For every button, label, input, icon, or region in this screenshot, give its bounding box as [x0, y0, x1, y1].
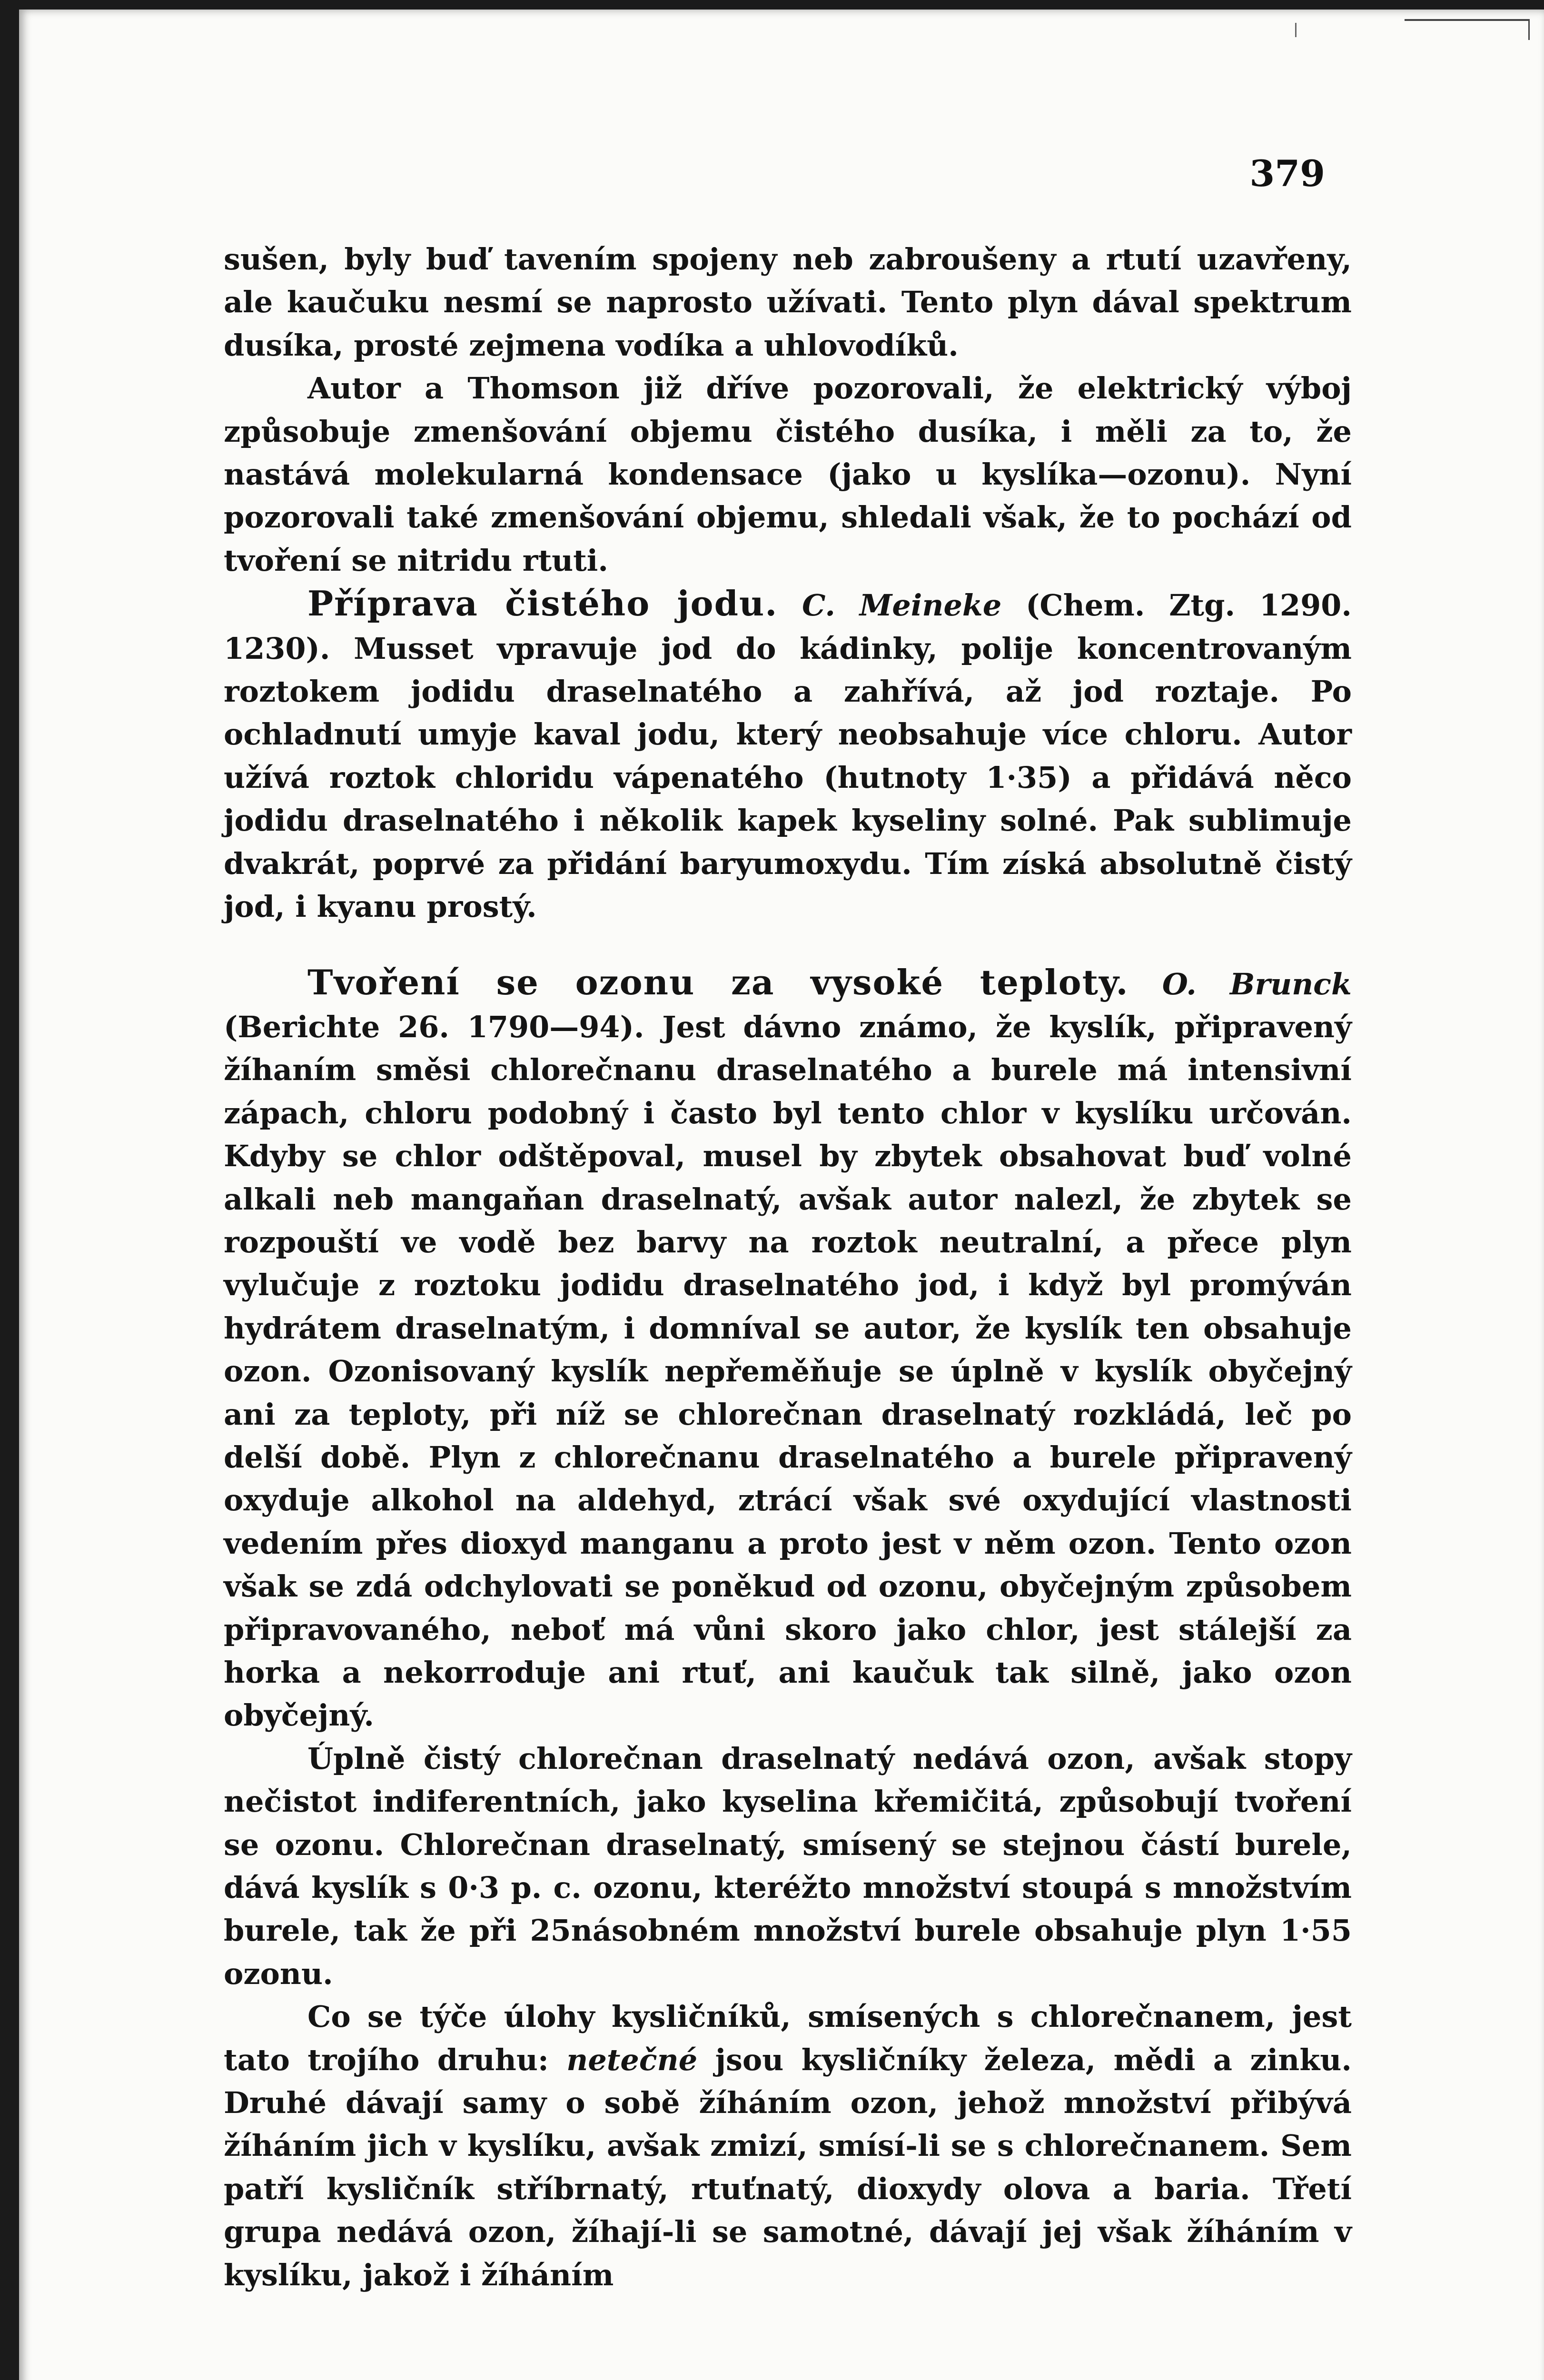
section-citation: (Chem. Ztg. 1290. 1230).: [224, 588, 1352, 666]
section-body: Musset vpravuje jod do kádinky, polije koncentrovaným roztokem jodidu draselnatého a zahřívá, až jod roztaje. Po ochladnutí umyje kaval jodu, který neobsahuje více chloru. Autor užívá roztok chloridu vápenatého (hutnoty 1·35) a přidává něco jodidu draselnatého i několik kapek kyseliny solné. Pak sublimuje dvakrát, poprvé za přidání baryumoxydu. Tím získá absolutně čistý jod, i kyanu prostý.: [224, 631, 1352, 924]
section-citation: (Berichte 26. 1790—94).: [224, 1009, 644, 1044]
section-iodine-preparation: [224, 582, 1352, 928]
section-ozone-formation: [224, 961, 1352, 1737]
section-heading: Příprava čistého jodu.: [307, 583, 778, 624]
page-edge-mark: [1405, 19, 1530, 40]
section-author: C. Meineke: [802, 588, 1002, 623]
paragraph-text: Co se týče úlohy kysličníků, smísených s chlorečnanem, jest tato trojího druhu:: [224, 1999, 1352, 2077]
section-heading: Tvoření se ozonu za vysoké teploty.: [307, 962, 1129, 1002]
paragraph-text: jsou kysličníky železa, mědi a zinku. Druhé dávají samy o sobě žíháním ozon, jehož množství přibývá žíháním jich v kyslíku, avšak zmizí, smísí-li se s chlorečnanem. Sem patří kysličník stříbrnatý, rtuťnatý, dioxydy olova a baria. Třetí grupa nedává ozon, žíhají-li se samotné, dávají jej však žíháním v kyslíku, jakož i žíháním: [224, 2042, 1352, 2292]
emphasis-term: netečné: [566, 2042, 698, 2077]
section-body: Jest dávno známo, že kyslík, připravený žíhaním směsi chlorečnanu draselnatého a burele má intensivní zápach, chloru podobný i často byl tento chlor v kyslíku určován. Kdyby se chlor odštěpoval, musel by zbytek obsahovat buď volné alkali neb mangaňan draselnatý, avšak autor nalezl, že zbytek se rozpouští ve vodě bez barvy na roztok neutralní, a přece plyn vylučuje z roztoku jodidu draselnatého jod, i když byl promýván hydrátem draselnatým, i domníval se autor, že kyslík ten obsahuje ozon. Ozonisovaný kyslík nepřeměňuje se úplně v kyslík obyčejný ani za teploty, při níž se chlorečnan draselnatý rozkládá, leč po delší době. Plyn z chlorečnanu draselnatého a burele připravený oxyduje alkohol na aldehyd, ztrácí však své oxydující vlastnosti vedením přes dioxyd manganu a proto jest v něm ozon. Tento ozon však se zdá odchylovati se poněkud od ozonu, obyčejným způsobem připravovaného, neboť má vůni skoro jako chlor, jest stálejší za horka a nekorroduje ani rtuť, ani kaučuk tak silně, jako ozon obyčejný.: [224, 1009, 1352, 1733]
scanned-page: [19, 10, 1544, 2380]
text-block: [224, 238, 1352, 2297]
paragraph-pure-chlorate: Úplně čistý chlorečnan draselnatý nedává ozon, avšak stopy nečistot indiferentních, jako kyselina křemičitá, způsobují tvoření se ozonu. Chlorečnan draselnatý, smísený se stejnou částí burele, dává kyslík s 0·3 p. c. ozonu, kteréžto množství stoupá s množstvím burele, tak že při 25násobném množství burele obsahuje plyn 1·55 ozonu.: [224, 1741, 1352, 1991]
section-author: O. Brunck: [1162, 966, 1352, 1002]
page-edge-tick: [1295, 23, 1297, 37]
paragraph-continuation: sušen, byly buď tavením spojeny neb zabroušeny a rtutí uzavřeny, ale kaučuku nesmí se naprosto užívati. Tento plyn dával spektrum dusíka, prosté zejmena vodíka a uhlovodíků.: [224, 242, 1352, 363]
page-number: 379: [1249, 152, 1325, 195]
paragraph-thomson: Autor a Thomson již dříve pozorovali, že elektrický výboj způsobuje zmenšování objemu čistého dusíka, i měli za to, že nastává molekularná kondensace (jako u kyslíka—ozonu). Nyní pozorovali také zmenšování objemu, shledali však, že to pochází od tvoření se nitridu rtuti.: [224, 371, 1352, 578]
paragraph-oxides-role: [224, 1995, 1352, 2297]
